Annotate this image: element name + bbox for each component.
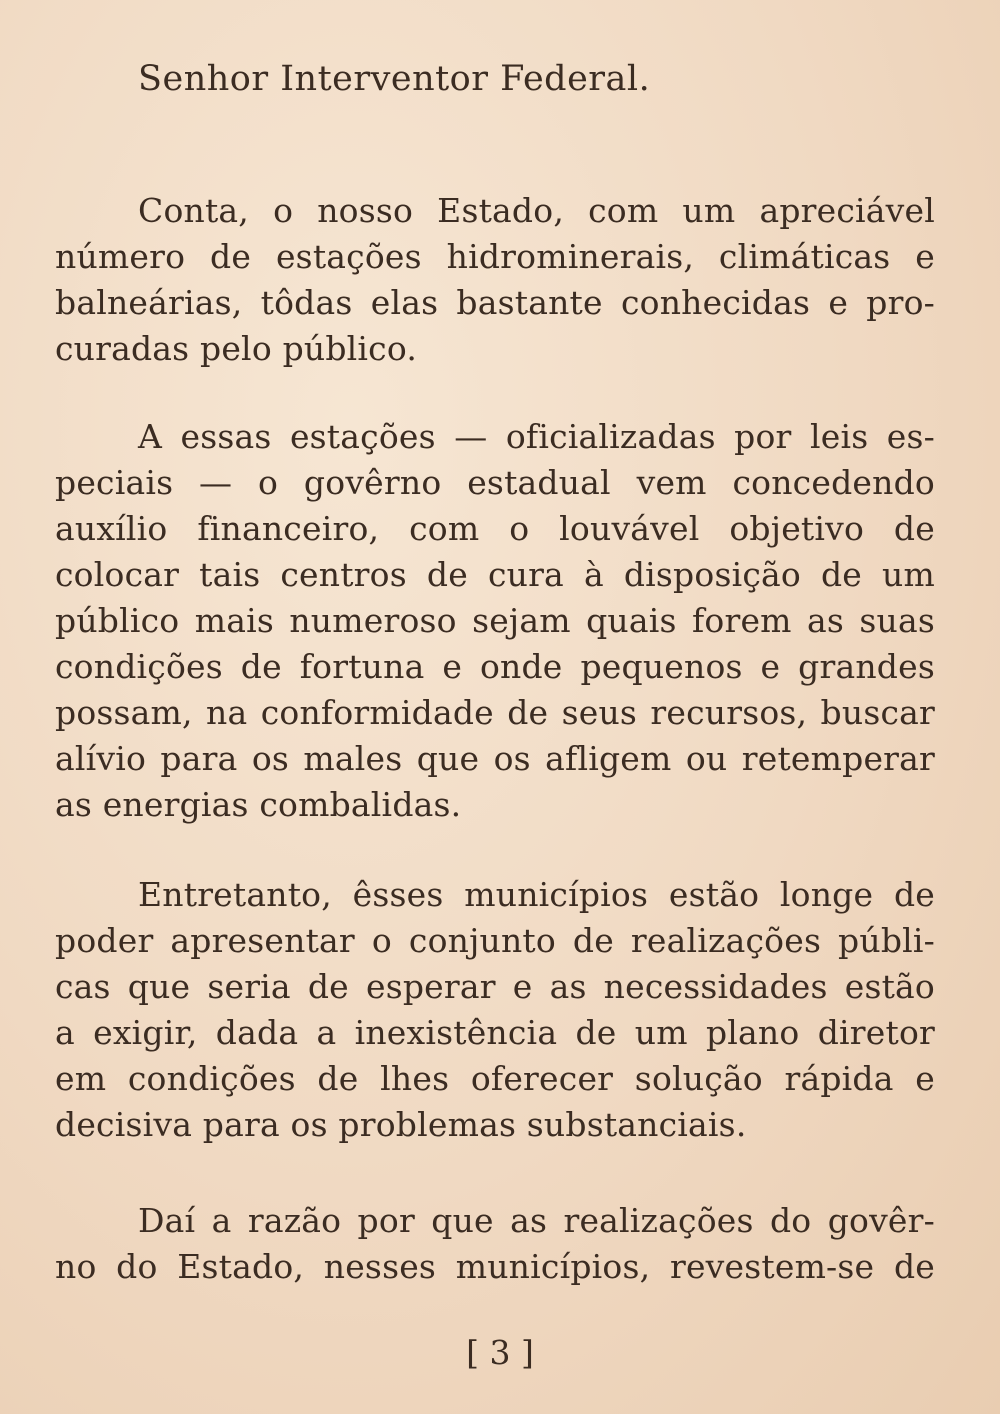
paragraph-line: Conta, o nosso Estado, com um apreciável [138,191,935,230]
paragraph-line: balneárias, tôdas elas bastante conhecidas e pro- [55,283,935,322]
paragraph-line: decisiva para os problemas substanciais. [55,1105,747,1144]
paragraph-line: a exigir, dada a inexistência de um plano diretor [55,1013,935,1052]
paragraph-line: condições de fortuna e onde pequenos e grandes [55,647,935,686]
paragraph-line: A essas estações — oficializadas por leis es- [138,417,935,456]
page-number: [ 3 ] [466,1333,534,1372]
paragraph-line: colocar tais centros de cura à disposição de um [55,555,935,594]
paragraph-line: no do Estado, nesses municípios, revestem-se de [55,1247,935,1286]
paragraph-line: as energias combalidas. [55,785,462,824]
paragraph-3 [55,872,935,1148]
paragraph-line: Daí a razão por que as realizações do govêr- [138,1201,935,1240]
paragraph-line: auxílio financeiro, com o louvável objetivo de [55,509,935,548]
paragraph-line: possam, na conformidade de seus recursos, buscar [55,693,935,732]
paragraph-line: alívio para os males que os afligem ou retemperar [55,739,935,778]
salutation: Senhor Interventor Federal. [138,59,651,99]
paragraph-line: em condições de lhes oferecer solução rápida e [55,1059,935,1098]
paragraph-1 [55,188,935,372]
paragraph-line: número de estações hidrominerais, climáticas e [55,237,935,276]
paragraph-2 [55,414,935,828]
paragraph-line: curadas pelo público. [55,329,418,368]
paragraph-line: cas que seria de esperar e as necessidades estão [55,967,935,1006]
paragraph-line: poder apresentar o conjunto de realizações públi- [55,921,935,960]
paragraph-line: peciais — o govêrno estadual vem concedendo [55,463,935,502]
paragraph-line: público mais numeroso sejam quais forem as suas [55,601,935,640]
paragraph-4 [55,1198,935,1290]
paragraph-line: Entretanto, êsses municípios estão longe de [138,875,935,914]
